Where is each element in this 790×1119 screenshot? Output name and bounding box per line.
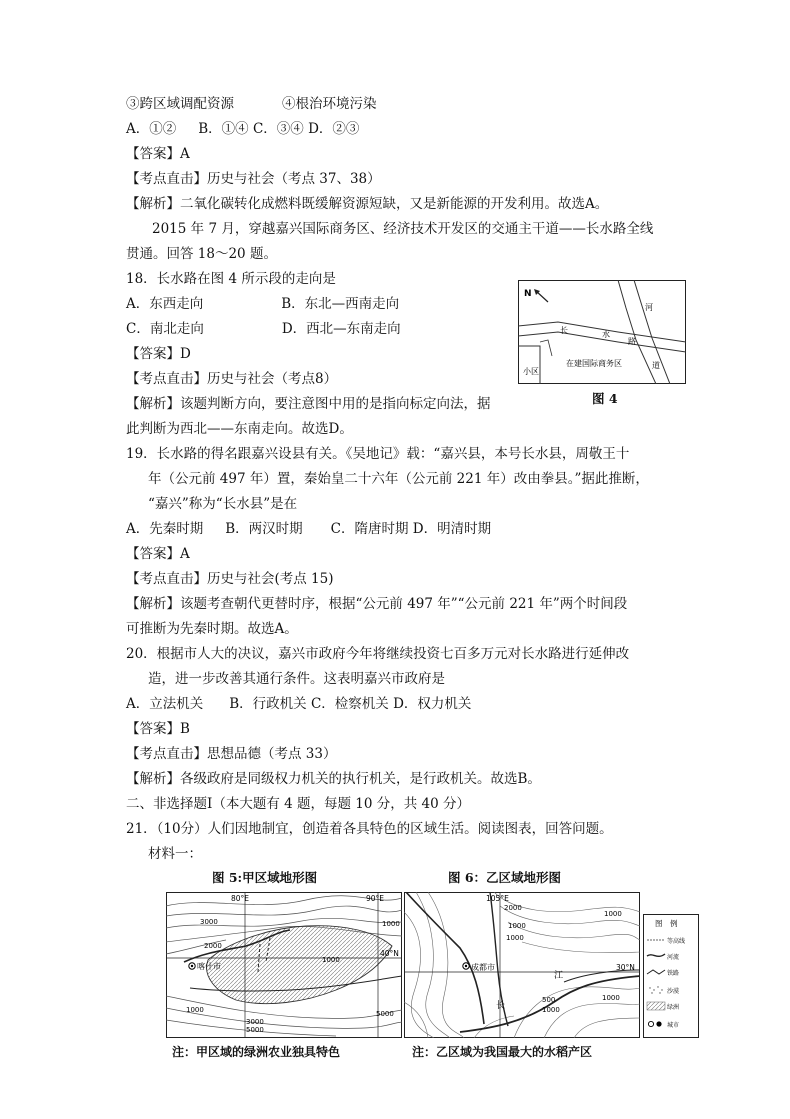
- road-label-1: 长: [560, 326, 568, 335]
- river-label: 河: [645, 303, 653, 312]
- analysis-line: 【解析】该题考查朝代更替时序，根据“公元前 497 年”“公元前 221 年”两个时间段: [126, 596, 628, 612]
- contour-label: 1000: [602, 994, 620, 1002]
- contour-label: 1000: [604, 910, 622, 918]
- city-legend-icon: [656, 1021, 661, 1026]
- material-label: 材料一：: [148, 846, 202, 862]
- topic-line: 【考点直击】历史与社会（考点 37、38）: [126, 171, 381, 187]
- analysis-line: 【解析】各级政府是同级权力机关的执行机关，是行政机关。故选B。: [126, 771, 541, 787]
- analysis-line: 此判断为西北——东南走向。故选D。: [126, 421, 353, 437]
- topic-line: 【考点直击】历史与社会(考点 15): [126, 571, 334, 587]
- contour-label: 1000: [322, 956, 340, 964]
- legend-item: 河流: [667, 954, 680, 961]
- road-label-3: 路: [628, 337, 636, 346]
- figure-5-note: 注：甲区域的绿洲农业独具特色: [172, 1045, 341, 1059]
- analysis-line: 【解析】该题判断方向，要注意图中用的是指向标定向法，据: [126, 396, 491, 412]
- longitude-90: 90°E: [366, 894, 385, 903]
- figure-5-terrain-map: [166, 892, 402, 1038]
- contour-label: 5000: [246, 1026, 264, 1034]
- answer-line: 【答案】D: [126, 346, 191, 362]
- figure-4-road-map: [518, 280, 686, 384]
- xiaoqu-label: 小区: [523, 367, 539, 376]
- question-18: 18．长水路在图 4 所示段的走向是: [126, 271, 336, 287]
- oasis-legend-icon: [647, 1002, 665, 1010]
- text-line: ③跨区域调配资源 ④根治环境污染: [126, 96, 377, 112]
- river-label: 江: [554, 971, 564, 981]
- city-label: 成都市: [471, 963, 495, 972]
- figure-6-terrain-map: [404, 892, 640, 1038]
- section-heading: 二、非选择题Ⅰ（本大题有 4 题，每题 10 分，共 40 分）: [126, 796, 471, 812]
- contour-label: 1000: [508, 922, 526, 930]
- passage-line: 贯通。回答 18～20 题。: [126, 246, 277, 262]
- answer-options: A．①② B．①④ C．③④ D．②③: [126, 121, 360, 137]
- longitude-105: 105°E: [486, 894, 509, 903]
- contour-label: 1000: [542, 1006, 560, 1014]
- contour-label: 5000: [376, 1010, 394, 1018]
- analysis-line: 【解析】二氧化碳转化成燃料既缓解资源短缺，又是新能源的开发利用。故选A。: [126, 196, 609, 212]
- figure-6-title: 图 6：乙区域地形图: [448, 870, 562, 885]
- road-label-4: 道: [652, 361, 660, 370]
- river-label: 长: [496, 1001, 506, 1011]
- topic-line: 【考点直击】历史与社会（考点8）: [126, 371, 338, 387]
- question-line: “嘉兴”称为“长水县”是在: [148, 496, 298, 512]
- answer-line: 【答案】A: [126, 146, 190, 162]
- analysis-line: 可推断为先秦时期。故选A。: [126, 621, 298, 637]
- latitude-30: 30°N: [616, 963, 635, 972]
- contour-label: 3000: [246, 1018, 264, 1026]
- map-legend: [643, 914, 699, 1038]
- latitude-40: 40°N: [380, 949, 399, 958]
- contour-label: 1000: [506, 934, 524, 942]
- question-19: 19．长水路的得名跟嘉兴设县有关。《吴地记》载：“嘉兴县，本号长水县，周敬王十: [126, 446, 630, 462]
- figure-6-note: 注：乙区域为我国最大的水稻产区: [412, 1045, 593, 1059]
- options-line: A．先秦时期 B．两汉时期 C．隋唐时期 D．明清时期: [126, 521, 492, 537]
- question-20: 20．根据市人大的决议，嘉兴市政府今年将继续投资七百多万元对长水路进行延伸改: [126, 646, 630, 662]
- legend-item: 等高线: [667, 938, 686, 945]
- legend-item: 城市: [667, 1022, 680, 1029]
- city-legend-icon: [648, 1021, 653, 1026]
- city-label: 喀什市: [197, 962, 221, 971]
- contour-label: 1000: [186, 1006, 204, 1014]
- contour-label: 2000: [204, 942, 222, 950]
- contour-label: 2000: [504, 904, 522, 912]
- road-label-2: 水: [602, 330, 610, 339]
- answer-line: 【答案】B: [126, 721, 190, 737]
- topic-line: 【考点直击】思想品德（考点 33）: [126, 746, 337, 762]
- question-21: 21．（10分）人们因地制宜，创造着各具特色的区域生活。阅读图表，回答问题。: [126, 821, 613, 837]
- legend-item: 沙漠: [667, 988, 680, 995]
- question-line: 年（公元前 497 年）置，秦始皇二十六年（公元前 221 年）改由拳县。”据此推断，: [148, 471, 649, 487]
- longitude-80: 80°E: [231, 894, 250, 903]
- north-label: N: [524, 289, 532, 299]
- legend-item: 绿洲: [667, 1004, 680, 1011]
- question-line: 造，进一步改善其通行条件。这表明嘉兴市政府是: [148, 671, 445, 687]
- options-line: A．东西走向 B．东北—西南走向: [126, 296, 400, 312]
- figure-4-caption: 图 4: [592, 391, 618, 406]
- options-line: C．南北走向 D．西北—东南走向: [126, 321, 401, 337]
- contour-label: 1000: [382, 920, 400, 928]
- figure-5-title: 图 5:甲区域地形图: [212, 870, 318, 885]
- legend-title: 图 例: [655, 919, 678, 928]
- contour-label: 500: [542, 996, 556, 1004]
- passage-line: 2015 年 7 月，穿越嘉兴国际商务区、经济技术开发区的交通主干道——长水路全线: [152, 221, 654, 237]
- legend-item: 铁路: [667, 970, 680, 977]
- answer-line: 【答案】A: [126, 546, 190, 562]
- contour-label: 3000: [200, 918, 218, 926]
- business-area-label: 在建国际商务区: [566, 359, 622, 368]
- options-line: A．立法机关 B．行政机关 C．检察机关 D．权力机关: [126, 696, 472, 712]
